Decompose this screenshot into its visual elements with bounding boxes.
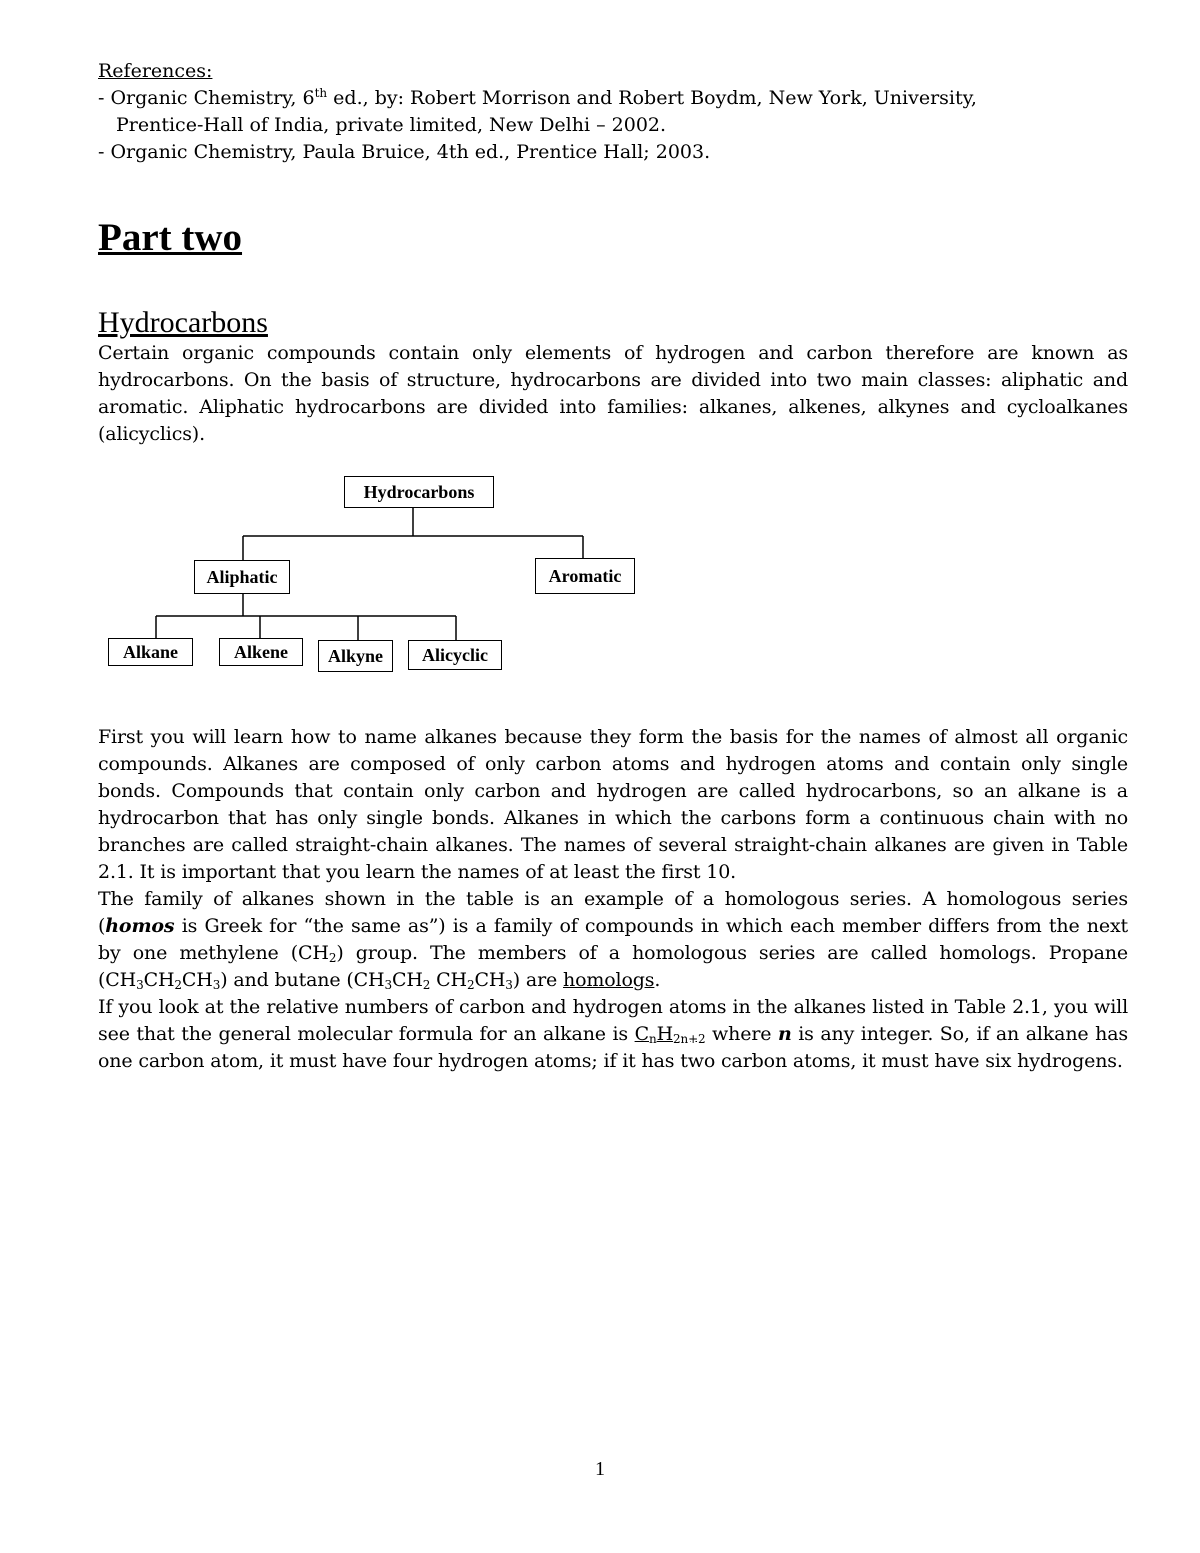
diagram-node-hydrocarbons: Hydrocarbons [344,476,494,508]
diagram-node-alkane: Alkane [108,638,193,666]
diagram-node-aromatic: Aromatic [535,558,635,594]
references-section [98,58,1128,166]
section-title: Hydrocarbons [98,306,268,339]
hydrocarbon-classification-diagram [98,448,1128,718]
diagram-node-alkene: Alkene [219,638,303,666]
diagram-node-alicyclic: Alicyclic [408,640,502,670]
paragraph-homologous-series: The family of alkanes shown in the table is an example of a homologous series. A homologous series (homos is Greek for “the same as”) is a family of compounds in which each member differs from the next by one methylene $(CH_2)$ group. The members of a homologous series are called homologs. Propane $(CH_3CH_2CH_3)$ and butane ($CH_3CH_2$ $CH_2CH_3$) are homologs. [98,888,1128,992]
paragraph-general-formula: If you look at the relative numbers of carbon and hydrogen atoms in the alkanes listed in Table 2.1, you will see that the general molecular formula for an alkane is $C_nH_{2n+2}$ where n is any integer. So, if an alkane has one carbon atom, it must have four hydrogen atoms; if it has two carbon atoms, it must have six hydrogens. [98,996,1128,1072]
intro-paragraph: Certain organic compounds contain only elements of hydrogen and carbon therefore are known as hydrocarbons. On the basis of structure, hydrocarbons are divided into two main classes: aliphatic and aromatic. Aliphatic hydrocarbons are divided into families: alkanes, alkenes, alkynes and cycloalkanes (alicyclics). [98,342,1128,445]
document-page [98,58,1128,1075]
diagram-node-aliphatic: Aliphatic [194,560,290,594]
homologs-term: homologs [563,969,655,991]
page-number: 1 [595,1458,605,1480]
diagram-node-alkyne: Alkyne [318,640,393,672]
paragraph-alkanes-naming: First you will learn how to name alkanes because they form the basis for the names of almost all organic compounds. Alkanes are composed of only carbon atoms and hydrogen atoms and contain only single bonds. Compounds that contain only carbon and hydrogen are called hydrocarbons, so an alkane is a hydrocarbon that has only single bonds. Alkanes in which the carbons form a continuous chain with no branches are called straight-chain alkanes. The names of several straight-chain alkanes are given in Table 2.1. It is important that you learn the names of at least the first 10. [98,726,1128,883]
references-heading: References: [98,60,213,82]
part-title: Part two [98,216,243,259]
reference-1: - Organic Chemistry, 6th ed., by: Robert Morrison and Robert Boydm, New York, University, [98,86,977,109]
alkane-formula: $C_nH_{2n+2}$ [634,1023,706,1046]
reference-1-cont: Prentice-Hall of India, private limited, New Delhi – 2002. [116,114,667,136]
reference-2: - Organic Chemistry, Paula Bruice, 4th ed., Prentice Hall; 2003. [98,141,711,163]
